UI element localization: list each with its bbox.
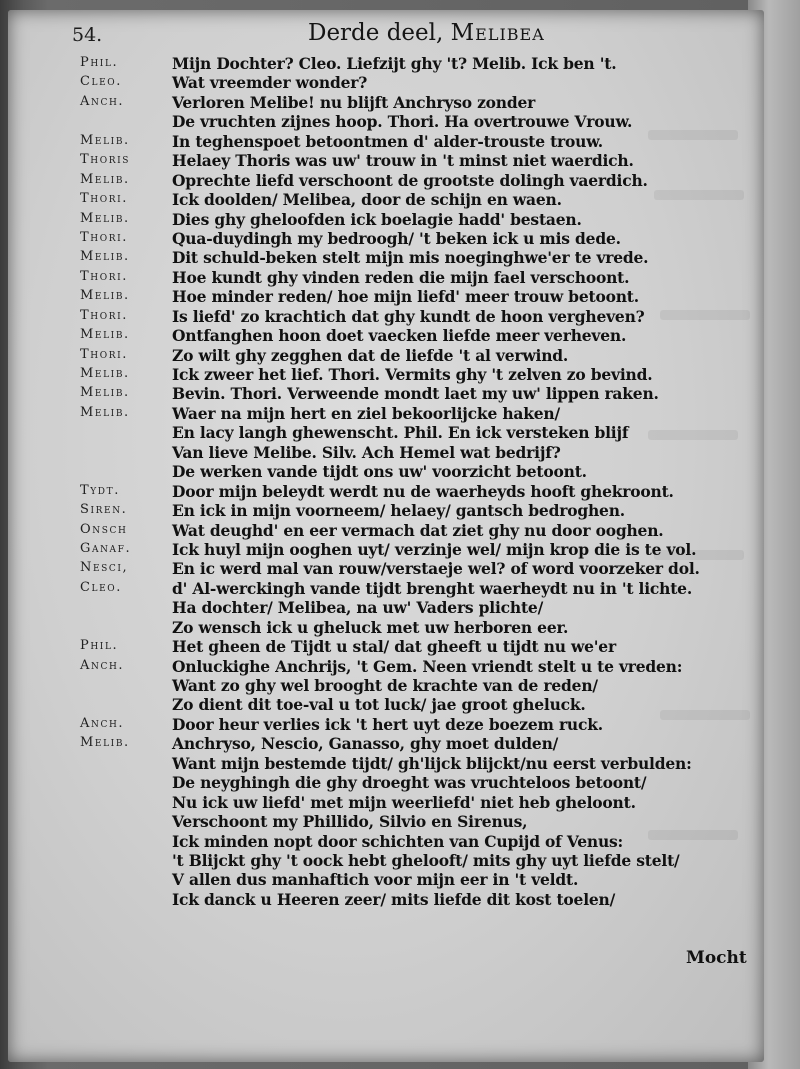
running-title-prefix: Derde deel, xyxy=(308,20,444,46)
dialogue-line xyxy=(8,734,764,753)
verse-text: In teghenspoet betoontmen d' alder-trouste trouw. xyxy=(172,131,603,151)
dialogue-line xyxy=(8,307,764,326)
dialogue-line xyxy=(8,443,764,462)
dialogue-lines xyxy=(8,54,764,909)
dialogue-line xyxy=(8,462,764,481)
dialogue-line xyxy=(8,151,764,170)
dialogue-line xyxy=(8,715,764,734)
dialogue-line xyxy=(8,773,764,792)
dialogue-line xyxy=(8,579,764,598)
verse-text: Ick zweer het lief. Thori. Vermits ghy 't zelven zo bevind. xyxy=(172,365,653,384)
verse-text: Hoe kundt ghy vinden reden die mijn fael verschoont. xyxy=(172,267,630,287)
dialogue-line xyxy=(8,326,764,345)
dialogue-line xyxy=(8,73,764,92)
verse-text: Want mijn bestemde tijdt/ gh'lijck blijckt/nu eerst verbulden: xyxy=(172,753,692,773)
dialogue-line xyxy=(8,618,764,637)
speaker-label: Thori. xyxy=(80,346,128,362)
speaker-label: Melib. xyxy=(80,132,130,148)
verse-text: d' Al-werckingh vande tijdt brenght waerheydt nu in 't lichte. xyxy=(172,578,693,598)
dialogue-line xyxy=(8,851,764,870)
speaker-label: Tydt. xyxy=(80,482,120,498)
speaker-label: Melib. xyxy=(80,366,130,381)
speaker-label: Melib. xyxy=(80,171,130,187)
speaker-label: Thori. xyxy=(80,307,128,323)
verse-text: Is liefd' zo krachtich dat ghy kundt de hoon vergheven? xyxy=(172,306,645,326)
verse-text: Door heur verlies ick 't hert uyt deze boezem ruck. xyxy=(172,714,603,734)
verse-text: Ha dochter/ Melibea, na uw' Vaders plichte/ xyxy=(172,598,544,618)
verse-text: De neyghingh die ghy droeght was vruchteloos betoont/ xyxy=(172,773,647,793)
dialogue-line xyxy=(8,287,764,306)
speaker-label: Melib. xyxy=(80,327,130,343)
speaker-label: Anch. xyxy=(80,657,125,673)
dialogue-line xyxy=(8,210,764,229)
verse-text: Nu ick uw liefd' met mijn weerliefd' niet heb gheloont. xyxy=(172,792,636,812)
speaker-label: Melib. xyxy=(80,249,130,265)
verse-text: Bevin. Thori. Verweende mondt laet my uw' lippen raken. xyxy=(172,384,659,404)
running-head xyxy=(8,18,764,48)
verse-text: Dit schuld-beken stelt mijn mis noeginghwe'er te vrede. xyxy=(172,248,649,268)
verse-text: Zo wilt ghy zegghen dat de liefde 't al verwind. xyxy=(172,345,569,365)
verse-text: Mijn Dochter? Cleo. Liefzijt ghy 't? Melib. Ick ben 't. xyxy=(172,54,617,73)
verse-text: Qua-duydingh my bedroogh/ 't beken ick u mis dede. xyxy=(172,228,621,248)
dialogue-line xyxy=(8,482,764,501)
speaker-label: Nesci, xyxy=(80,560,129,576)
verse-text: Ick danck u Heeren zeer/ mits liefde dit kost toelen/ xyxy=(172,889,616,909)
dialogue-line xyxy=(8,93,764,112)
verse-text: De vruchten zijnes hoop. Thori. Ha overtrouwe Vrouw. xyxy=(172,112,633,132)
verse-text: Het gheen de Tijdt u stal/ dat gheeft u tijdt nu we'er xyxy=(172,637,616,657)
dialogue-line xyxy=(8,112,764,131)
verse-text: Helaey Thoris was uw' trouw in 't minst niet waerdich. xyxy=(172,151,634,171)
verse-text: Ick minden nopt door schichten van Cupijd of Venus: xyxy=(172,831,624,851)
verse-text: De werken vande tijdt ons uw' voorzicht betoont. xyxy=(172,462,587,482)
verse-text: V allen dus manhaftich voor mijn eer in 't veldt. xyxy=(172,870,579,890)
running-title xyxy=(308,20,545,46)
verse-text: Verschoont my Phillido, Silvio en Sirenus, xyxy=(172,812,528,832)
dialogue-line xyxy=(8,404,764,423)
verse-text: Van lieve Melibe. Silv. Ach Hemel wat bedrijf? xyxy=(172,442,561,462)
speaker-label: Melib. xyxy=(80,288,130,304)
book-page xyxy=(8,10,764,1062)
verse-text: Oprechte liefd verschoont de grootste dolingh vaerdich. xyxy=(172,170,648,190)
speaker-label: Onsch xyxy=(80,521,128,537)
dialogue-line xyxy=(8,423,764,442)
speaker-label: Melib. xyxy=(80,404,130,420)
dialogue-line xyxy=(8,540,764,559)
dialogue-line xyxy=(8,268,764,287)
speaker-label: Ganaf. xyxy=(80,540,132,556)
verse-text: Ontfanghen hoon doet vaecken liefde meer verheven. xyxy=(172,326,627,346)
speaker-label: Melib. xyxy=(80,385,130,401)
dialogue-line xyxy=(8,54,764,73)
verse-text: En ick in mijn voorneem/ helaey/ gantsch bedroghen. xyxy=(172,501,625,521)
verse-text: En lacy langh ghewenscht. Phil. En ick versteken blijf xyxy=(172,423,629,443)
verse-text: Want zo ghy wel brooght de krachte van de reden/ xyxy=(172,676,598,695)
verse-text: Zo wensch ick u gheluck met uw herboren eer. xyxy=(172,617,569,637)
dialogue-line xyxy=(8,384,764,403)
verse-text: Dies ghy gheloofden ick boelagie hadd' bestaen. xyxy=(172,209,582,229)
verse-text: 't Blijckt ghy 't oock hebt ghelooft/ mits ghy uyt liefde stelt/ xyxy=(172,850,680,870)
verse-text: Waer na mijn hert en ziel bekoorlijcke haken/ xyxy=(172,403,560,423)
dialogue-line xyxy=(8,346,764,365)
verse-text: Hoe minder reden/ hoe mijn liefd' meer trouw betoont. xyxy=(172,287,639,307)
dialogue-line xyxy=(8,657,764,676)
dialogue-line xyxy=(8,870,764,889)
speaker-label: Cleo. xyxy=(80,579,123,595)
dialogue-line xyxy=(8,365,764,384)
verse-text: Onluckighe Anchrijs, 't Gem. Neen vriendt stelt u te vreden: xyxy=(172,656,683,676)
speaker-label: Phil. xyxy=(80,638,119,654)
dialogue-line xyxy=(8,832,764,851)
dialogue-line xyxy=(8,812,764,831)
dialogue-line xyxy=(8,171,764,190)
verse-text: Wat deughd' en eer vermach dat ziet ghy nu door ooghen. xyxy=(172,520,664,540)
dialogue-line xyxy=(8,501,764,520)
verse-text: En ic werd mal van rouw/verstaeje wel? of word voorzeker dol. xyxy=(172,559,700,579)
speaker-label: Anch. xyxy=(80,93,125,109)
dialogue-line xyxy=(8,229,764,248)
speaker-label: Cleo. xyxy=(80,74,123,90)
page-number: 54. xyxy=(72,24,103,46)
speaker-label: Thori. xyxy=(80,191,128,207)
dialogue-line xyxy=(8,695,764,714)
speaker-label: Siren. xyxy=(80,502,128,518)
verse-text: Ick huyl mijn ooghen uyt/ verzinje wel/ mijn krop die is te vol. xyxy=(172,539,697,559)
verse-text: Door mijn beleydt werdt nu de waerheyds hooft ghekroont. xyxy=(172,481,674,501)
dialogue-line xyxy=(8,890,764,909)
speaker-label: Thori. xyxy=(80,268,128,284)
dialogue-line xyxy=(8,521,764,540)
dialogue-line xyxy=(8,637,764,656)
catchword: Mocht xyxy=(686,948,747,968)
verse-text: Zo dient dit toe-val u tot luck/ jae groot gheluck. xyxy=(172,695,586,715)
speaker-label: Melib. xyxy=(80,210,130,226)
dialogue-line xyxy=(8,132,764,151)
dialogue-line xyxy=(8,190,764,209)
dialogue-line xyxy=(8,676,764,695)
running-title-name: Melibea xyxy=(450,20,545,46)
speaker-label: Thoris xyxy=(80,152,130,168)
speaker-label: Melib. xyxy=(80,735,130,751)
speaker-label: Phil. xyxy=(80,55,119,70)
verse-text: Ick doolden/ Melibea, door de schijn en waen. xyxy=(172,190,562,210)
dialogue-line xyxy=(8,248,764,267)
verse-text: Anchryso, Nescio, Ganasso, ghy moet dulden/ xyxy=(172,734,559,754)
dialogue-line xyxy=(8,754,764,773)
dialogue-line xyxy=(8,793,764,812)
dialogue-line xyxy=(8,559,764,578)
speaker-label: Anch. xyxy=(80,715,125,731)
verse-text: Wat vreemder wonder? xyxy=(172,73,368,93)
speaker-label: Thori. xyxy=(80,229,128,245)
verse-text: Verloren Melibe! nu blijft Anchryso zonder xyxy=(172,92,536,112)
dialogue-line xyxy=(8,598,764,617)
